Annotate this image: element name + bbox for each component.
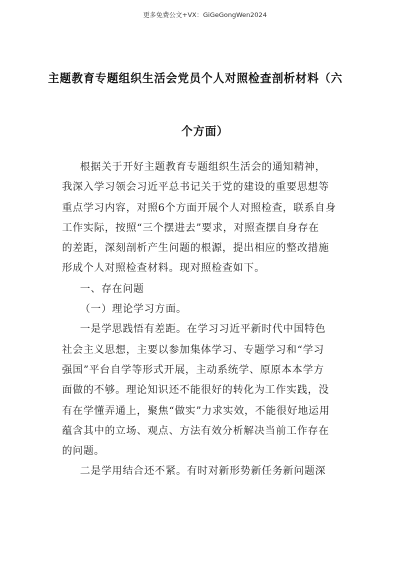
body-text-line: 有在学懂弄通上，聚焦“做实”力求实效，不能很好地运用 bbox=[62, 405, 330, 417]
body-text-line: 二是学用结合还不紧。有时对新形势新任务新问题深 bbox=[80, 466, 326, 478]
body-text-line: 工作实际，按照“三个摆进去”要求，对照查摆自身存在 bbox=[62, 222, 320, 234]
header-note: 更多免费公文+VX：GiGeGongWen2024 bbox=[143, 11, 267, 19]
body-text-line: 一是学思践悟有差距。在学习习近平新时代中国特色 bbox=[80, 324, 326, 336]
document-body bbox=[62, 158, 352, 483]
body-text-line: 重点学习内容，对照6个方面开展个人对照检查，联系自身 bbox=[62, 202, 337, 214]
body-text-line: 形成个人对照检查材料。现对照检查如下。 bbox=[62, 263, 266, 275]
body-text-line: 面做的不够。理论知识还不能很好的转化为工作实践，没 bbox=[62, 385, 330, 397]
body-text-line: 我深入学习领会习近平总书记关于党的建设的重要思想等 bbox=[62, 182, 330, 194]
body-text-line: （一）理论学习方面。 bbox=[80, 304, 187, 316]
body-text-line: 社会主义思想，主要以参加集体学习、专题学习和“学习 bbox=[62, 344, 325, 356]
body-text-line: 蕴含其中的立场、观点、方法有效分析解决当前工作存在 bbox=[62, 425, 330, 437]
body-text-line: 根据关于开好主题教育专题组织生活会的通知精神， bbox=[80, 162, 326, 173]
body-text-line: 一、存在问题 bbox=[80, 283, 145, 295]
document-title-line-2: 个方面） bbox=[181, 124, 229, 138]
body-text-line: 强国”平台自学等形式开展，主动系统学、原原本本学方 bbox=[62, 364, 325, 376]
body-text-line: 的问题。 bbox=[62, 446, 105, 458]
body-text-line: 的差距，深刻剖析产生问题的根源，提出相应的整改措施 bbox=[62, 243, 330, 255]
document-title-line-1: 主题教育专题组织生活会党员个人对照检查剖析材料（六 bbox=[48, 71, 343, 85]
